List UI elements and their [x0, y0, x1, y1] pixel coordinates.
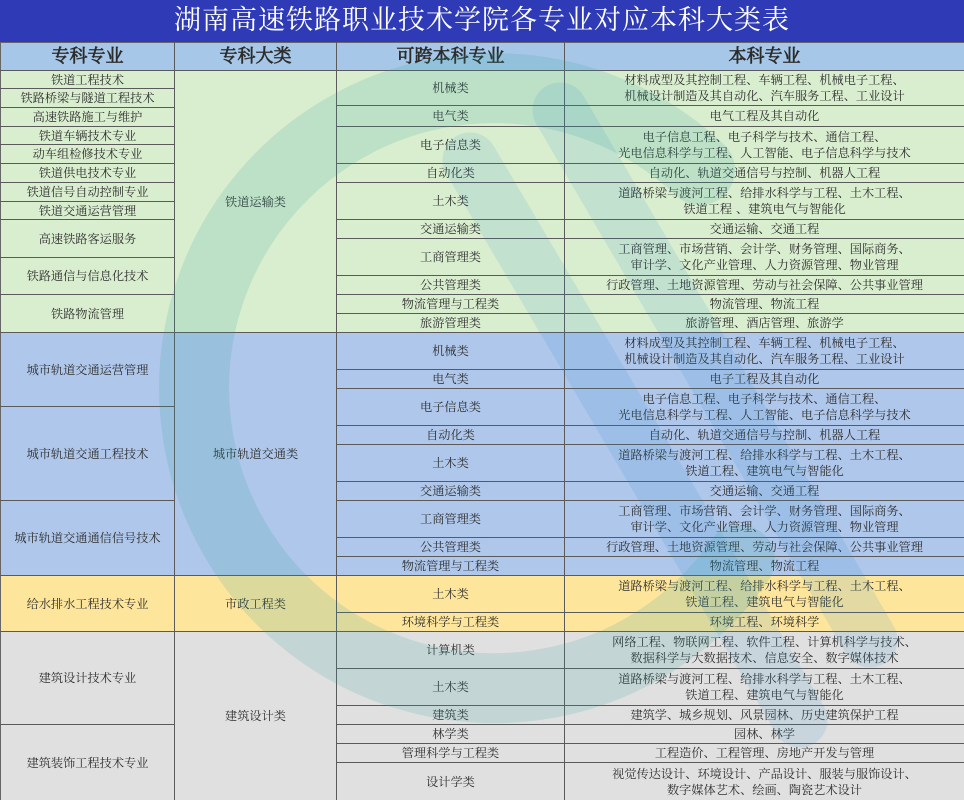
header-cell: 专科专业	[0, 42, 175, 71]
diploma-category-cell: 建筑设计类	[174, 631, 337, 800]
bachelor-majors-cell: 物流管理、物流工程	[564, 556, 964, 576]
transfer-category-cell: 计算机类	[336, 631, 565, 669]
transfer-category-cell: 管理科学与工程类	[336, 743, 565, 763]
bachelor-majors-cell: 工商管理、市场营销、会计学、财务管理、国际商务、 审计学、文化产业管理、人力资源管理、物业管理	[564, 500, 964, 538]
bachelor-majors-cell: 交通运输、交通工程	[564, 481, 964, 501]
transfer-category-cell: 土木类	[336, 575, 565, 613]
header-cell: 本科专业	[564, 42, 964, 71]
bachelor-majors-cell: 自动化、轨道交通信号与控制、机器人工程	[564, 163, 964, 183]
bachelor-majors-cell: 网络工程、物联网工程、软件工程、计算机科学与技术、 数据科学与大数据技术、信息安全、数字媒体技术	[564, 631, 964, 669]
diploma-major-cell: 铁路桥梁与隧道工程技术	[0, 88, 175, 108]
bachelor-majors-cell: 工商管理、市场营销、会计学、财务管理、国际商务、 审计学、文化产业管理、人力资源管理、物业管理	[564, 238, 964, 276]
bachelor-majors-cell: 工程造价、工程管理、房地产开发与管理	[564, 743, 964, 763]
bachelor-majors-cell: 电子信息工程、电子科学与技术、通信工程、 光电信息科学与工程、人工智能、电子信息科学与技术	[564, 388, 964, 426]
diploma-major-cell: 建筑装饰工程技术专业	[0, 724, 175, 800]
transfer-category-cell: 机械类	[336, 332, 565, 370]
diploma-category-cell: 城市轨道交通类	[174, 332, 337, 576]
transfer-category-cell: 交通运输类	[336, 481, 565, 501]
diploma-category-cell: 铁道运输类	[174, 70, 337, 333]
bachelor-majors-cell: 道路桥梁与渡河工程、给排水科学与工程、土木工程、 铁道工程、建筑电气与智能化	[564, 444, 964, 482]
diploma-major-cell: 建筑设计技术专业	[0, 631, 175, 725]
bachelor-majors-cell: 材料成型及其控制工程、车辆工程、机械电子工程、 机械设计制造及其自动化、汽车服务工程、工业设计	[564, 332, 964, 370]
transfer-category-cell: 物流管理与工程类	[336, 294, 565, 314]
diploma-major-cell: 铁路通信与信息化技术	[0, 257, 175, 295]
diploma-major-cell: 铁道供电技术专业	[0, 163, 175, 183]
diploma-major-cell: 给水排水工程技术专业	[0, 575, 175, 632]
transfer-category-cell: 土木类	[336, 668, 565, 706]
bachelor-majors-cell: 旅游管理、酒店管理、旅游学	[564, 313, 964, 333]
diploma-major-cell: 城市轨道交通通信信号技术	[0, 500, 175, 576]
bachelor-majors-cell: 建筑学、城乡规划、风景园林、历史建筑保护工程	[564, 705, 964, 725]
transfer-category-cell: 物流管理与工程类	[336, 556, 565, 576]
bachelor-majors-cell: 交通运输、交通工程	[564, 219, 964, 239]
page-title: 湖南高速铁路职业技术学院各专业对应本科大类表	[0, 0, 964, 42]
transfer-category-cell: 公共管理类	[336, 537, 565, 557]
transfer-category-cell: 林学类	[336, 724, 565, 744]
transfer-category-cell: 公共管理类	[336, 275, 565, 295]
transfer-category-cell: 土木类	[336, 444, 565, 482]
transfer-category-cell: 电子信息类	[336, 126, 565, 164]
transfer-category-cell: 土木类	[336, 182, 565, 220]
diploma-category-cell: 市政工程类	[174, 575, 337, 632]
diploma-major-cell: 高速铁路客运服务	[0, 219, 175, 258]
diploma-major-cell: 动车组检修技术专业	[0, 144, 175, 164]
bachelor-majors-cell: 电气工程及其自动化	[564, 105, 964, 127]
bachelor-majors-cell: 电子工程及其自动化	[564, 369, 964, 389]
transfer-category-cell: 自动化类	[336, 163, 565, 183]
bachelor-majors-cell: 行政管理、土地资源管理、劳动与社会保障、公共事业管理	[564, 275, 964, 295]
bachelor-majors-cell: 电子信息工程、电子科学与技术、通信工程、 光电信息科学与工程、人工智能、电子信息科学与技术	[564, 126, 964, 164]
diploma-major-cell: 铁道车辆技术专业	[0, 126, 175, 145]
bachelor-majors-cell: 道路桥梁与渡河工程、给排水科学与工程、土木工程、 铁道工程 、建筑电气与智能化	[564, 182, 964, 220]
transfer-category-cell: 电子信息类	[336, 388, 565, 426]
bachelor-majors-cell: 视觉传达设计、环境设计、产品设计、服装与服饰设计、 数字媒体艺术、绘画、陶瓷艺术设计	[564, 762, 964, 800]
diploma-major-cell: 铁道工程技术	[0, 70, 175, 89]
transfer-category-cell: 工商管理类	[336, 500, 565, 538]
diploma-major-cell: 高速铁路施工与维护	[0, 107, 175, 127]
diploma-major-cell: 城市轨道交通工程技术	[0, 406, 175, 501]
transfer-category-cell: 建筑类	[336, 705, 565, 725]
bachelor-majors-cell: 园林、林学	[564, 724, 964, 744]
transfer-category-cell: 交通运输类	[336, 219, 565, 239]
bachelor-majors-cell: 材料成型及其控制工程、车辆工程、机械电子工程、 机械设计制造及其自动化、汽车服务工程、工业设计	[564, 70, 964, 106]
bachelor-majors-cell: 道路桥梁与渡河工程、给排水科学与工程、土木工程、 铁道工程、建筑电气与智能化	[564, 668, 964, 706]
transfer-category-cell: 旅游管理类	[336, 313, 565, 333]
bachelor-majors-cell: 自动化、轨道交通信号与控制、机器人工程	[564, 425, 964, 445]
diploma-major-cell: 铁路物流管理	[0, 294, 175, 333]
header-cell: 专科大类	[174, 42, 337, 71]
transfer-category-cell: 电气类	[336, 105, 565, 127]
diploma-major-cell: 铁道信号自动控制专业	[0, 182, 175, 202]
header-cell: 可跨本科专业	[336, 42, 565, 71]
bachelor-majors-cell: 物流管理、物流工程	[564, 294, 964, 314]
diploma-major-cell: 城市轨道交通运营管理	[0, 332, 175, 407]
transfer-category-cell: 电气类	[336, 369, 565, 389]
transfer-category-cell: 环境科学与工程类	[336, 612, 565, 632]
diploma-major-cell: 铁道交通运营管理	[0, 201, 175, 220]
transfer-category-cell: 机械类	[336, 70, 565, 106]
bachelor-majors-cell: 道路桥梁与渡河工程、给排水科学与工程、土木工程、 铁道工程、建筑电气与智能化	[564, 575, 964, 613]
bachelor-majors-cell: 环境工程、环境科学	[564, 612, 964, 632]
transfer-category-cell: 自动化类	[336, 425, 565, 445]
transfer-category-cell: 工商管理类	[336, 238, 565, 276]
bachelor-majors-cell: 行政管理、土地资源管理、劳动与社会保障、公共事业管理	[564, 537, 964, 557]
transfer-category-cell: 设计学类	[336, 762, 565, 800]
